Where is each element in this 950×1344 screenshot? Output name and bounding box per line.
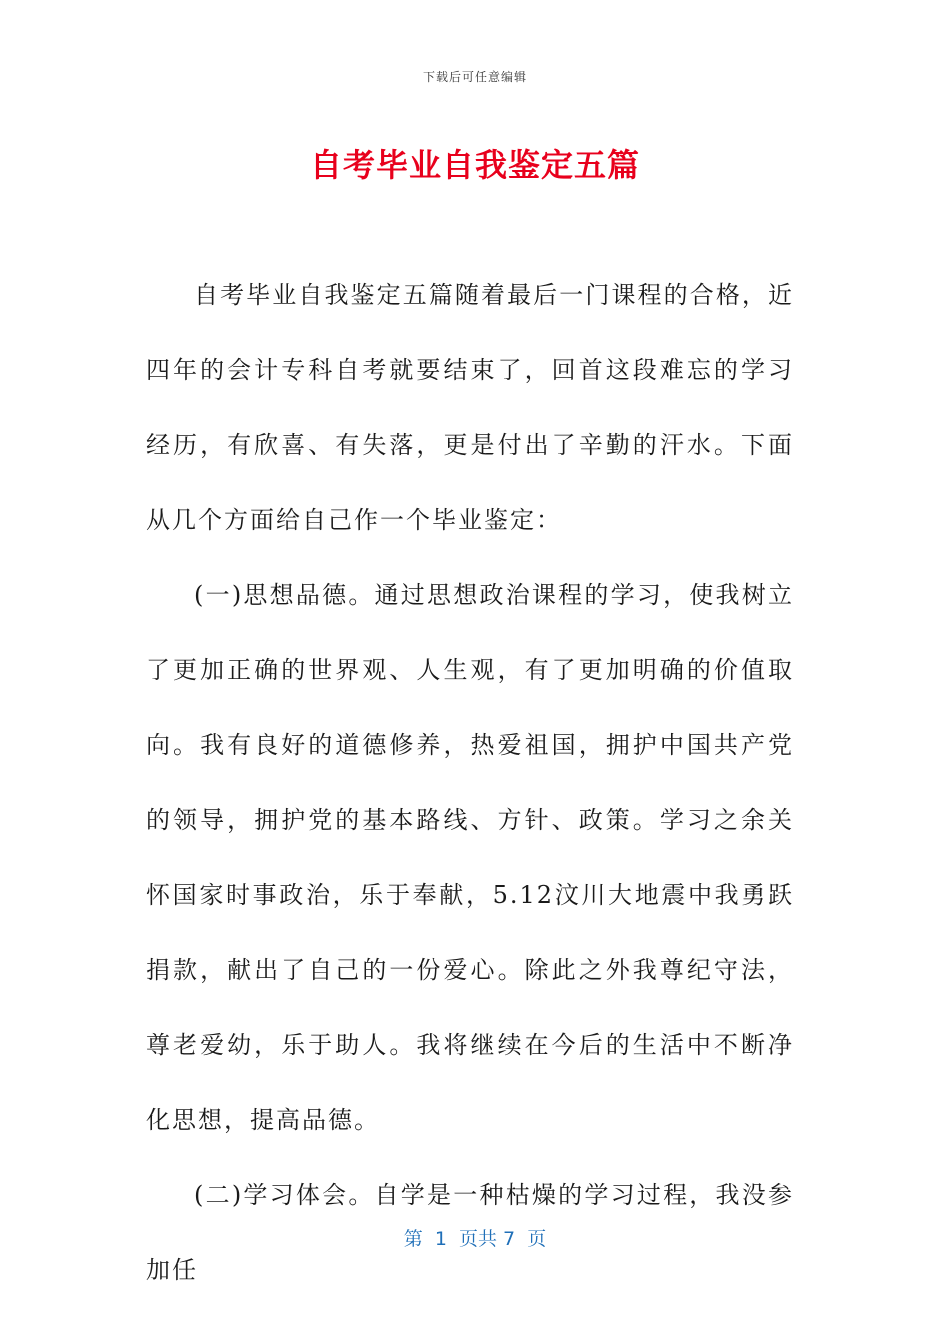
page-footer: 第 1 页共 7 页 (403, 1228, 547, 1250)
paragraph-intro: 自考毕业自我鉴定五篇随着最后一门课程的合格，近四年的会计专科自考就要结束了，回首这段难忘的学习经历，有欣喜、有失落，更是付出了辛勤的汗水。下面从几个方面给自己作一个毕业鉴定： (146, 281, 794, 534)
paragraph-study: (二)学习体会。自学是一种枯燥的学习过程，我没参加任 (146, 1181, 794, 1284)
header-note: 下载后可任意编辑 (422, 70, 527, 84)
document-body (146, 258, 794, 1308)
paragraph-ideology: (一)思想品德。通过思想政治课程的学习，使我树立了更加正确的世界观、人生观，有了更加明确的价值取向。我有良好的道德修养，热爱祖国，拥护中国共产党的领导，拥护党的基本路线、方针、政策。学习之余关怀国家时事政治，乐于奉献，5.12汶川大地震中我勇跃捐款，献出了自己的一份爱心。除此之外我尊纪守法，尊老爱幼，乐于助人。我将继续在今后的生活中不断净化思想，提高品德。 (146, 581, 794, 1134)
document-title: 自考毕业自我鉴定五篇 (309, 146, 640, 184)
